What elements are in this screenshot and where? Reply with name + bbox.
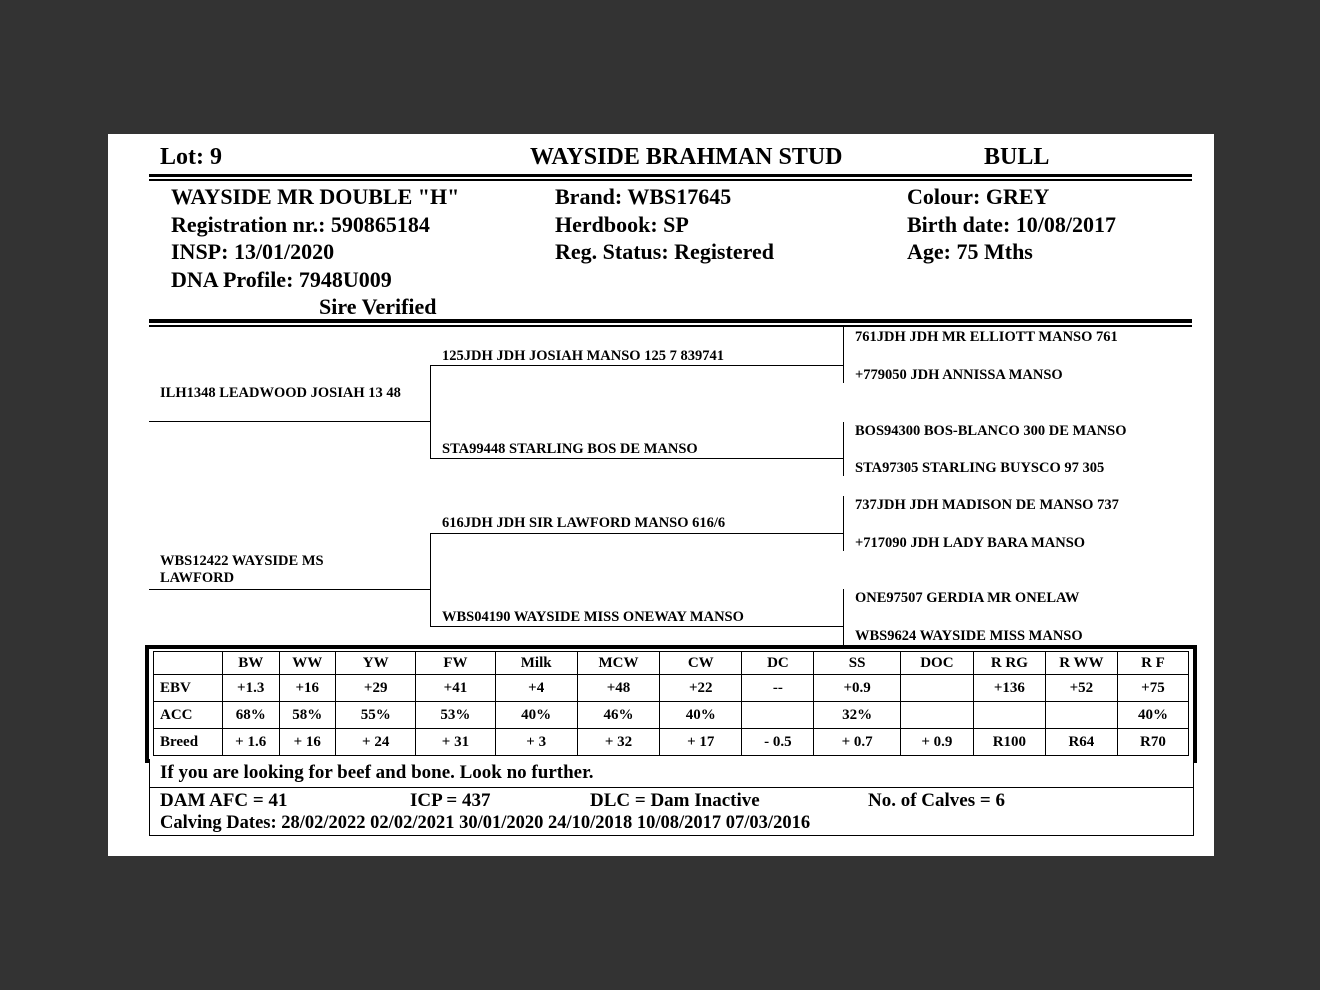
ebv-cell: +52 xyxy=(1045,675,1117,702)
ebv-col-header: R WW xyxy=(1045,652,1117,675)
ebv-col-header: DOC xyxy=(900,652,973,675)
ebv-cell: +29 xyxy=(336,675,416,702)
acc-cell xyxy=(742,702,814,729)
breed-cell: + 0.7 xyxy=(814,729,900,756)
ebv-cell: +0.9 xyxy=(814,675,900,702)
breed-cell: - 0.5 xyxy=(742,729,814,756)
pedigree-sire: ILH1348 LEADWOOD JOSIAH 13 48 xyxy=(160,385,401,401)
acc-cell: 58% xyxy=(279,702,336,729)
colour: Colour: GREY xyxy=(907,184,1050,209)
pedigree-gg-4: STA97305 STARLING BUYSCO 97 305 xyxy=(855,460,1105,476)
number-of-calves: No. of Calves = 6 xyxy=(868,790,1005,811)
pedigree-gg-6: +717090 JDH LADY BARA MANSO xyxy=(855,535,1086,551)
footer-divider xyxy=(149,787,1193,788)
breed-row-label: Breed xyxy=(154,729,223,756)
birth-date: Birth date: 10/08/2017 xyxy=(907,212,1116,237)
pedigree-dam: WBS12422 WAYSIDE MS LAWFORD xyxy=(160,553,324,586)
pedigree-dam-dam: WBS04190 WAYSIDE MISS ONEWAY MANSO xyxy=(442,609,744,625)
acc-cell: 46% xyxy=(577,702,659,729)
breed-cell: + 32 xyxy=(577,729,659,756)
pedigree-gg-5: 737JDH JDH MADISON DE MANSO 737 xyxy=(855,497,1119,513)
acc-cell xyxy=(900,702,973,729)
sire-dam-line xyxy=(430,458,843,459)
sire-line xyxy=(149,421,431,422)
ebv-col-header: SS xyxy=(814,652,900,675)
pedigree-sire-sire: 125JDH JDH JOSIAH MANSO 125 7 839741 xyxy=(442,348,724,364)
table-row xyxy=(154,675,1189,702)
dam-afc: DAM AFC = 41 xyxy=(160,790,288,811)
icp: ICP = 437 xyxy=(410,790,491,811)
age: Age: 75 Mths xyxy=(907,239,1033,264)
ebv-header-row xyxy=(154,652,1189,675)
animal-name: WAYSIDE MR DOUBLE "H" xyxy=(171,184,460,209)
ebv-cell: +16 xyxy=(279,675,336,702)
ebv-col-header: MCW xyxy=(577,652,659,675)
remark-text: If you are looking for beef and bone. Look no further. xyxy=(160,762,594,783)
registration-number: Registration nr.: 590865184 xyxy=(171,212,430,237)
animal-sex: BULL xyxy=(984,144,1050,170)
ebv-col-header: DC xyxy=(742,652,814,675)
ebv-table xyxy=(153,651,1189,756)
ebv-col-header xyxy=(154,652,223,675)
ebv-cell xyxy=(900,675,973,702)
gg-bracket-3 xyxy=(843,496,844,551)
pedigree-sire-dam: STA99448 STARLING BOS DE MANSO xyxy=(442,441,698,457)
dam-line xyxy=(149,589,431,590)
ebv-col-header: CW xyxy=(660,652,742,675)
table-row xyxy=(154,729,1189,756)
herdbook: Herdbook: SP xyxy=(555,212,689,237)
acc-cell: 40% xyxy=(1117,702,1188,729)
ebv-col-header: YW xyxy=(336,652,416,675)
dam-dam-line xyxy=(430,626,843,627)
ebv-col-header: Milk xyxy=(495,652,577,675)
pedigree-gg-3: BOS94300 BOS-BLANCO 300 DE MANSO xyxy=(855,423,1127,439)
breed-cell: R70 xyxy=(1117,729,1188,756)
dam-sire-line xyxy=(430,533,843,534)
sire-branch xyxy=(430,365,431,459)
breed-cell: R64 xyxy=(1045,729,1117,756)
breed-cell: + 17 xyxy=(660,729,742,756)
header-rule-2 xyxy=(149,179,1192,181)
breed-cell: R100 xyxy=(973,729,1045,756)
gg-bracket-1 xyxy=(843,327,844,383)
calving-dates: Calving Dates: 28/02/2022 02/02/2021 30/01/2020 24/10/2018 10/08/2017 07/03/2016 xyxy=(160,813,811,833)
pedigree-dam-sire: 616JDH JDH SIR LAWFORD MANSO 616/6 xyxy=(442,515,726,531)
acc-cell: 55% xyxy=(336,702,416,729)
breed-cell: + 0.9 xyxy=(900,729,973,756)
stud-name: WAYSIDE BRAHMAN STUD xyxy=(530,144,843,170)
ebv-col-header: WW xyxy=(279,652,336,675)
dam-branch xyxy=(430,533,431,626)
ebv-cell: -- xyxy=(742,675,814,702)
lot-number: Lot: 9 xyxy=(160,144,222,170)
sire-sire-line xyxy=(430,365,843,366)
ebv-col-header: R F xyxy=(1117,652,1188,675)
ebv-cell: +75 xyxy=(1117,675,1188,702)
brand: Brand: WBS17645 xyxy=(555,184,732,209)
info-rule-2 xyxy=(149,325,1192,327)
acc-cell: 68% xyxy=(222,702,279,729)
acc-cell xyxy=(1045,702,1117,729)
reg-status: Reg. Status: Registered xyxy=(555,239,774,264)
pedigree-gg-8: WBS9624 WAYSIDE MISS MANSO xyxy=(855,628,1083,644)
breed-cell: + 24 xyxy=(336,729,416,756)
breed-cell: + 3 xyxy=(495,729,577,756)
pedigree-gg-2: +779050 JDH ANNISSA MANSO xyxy=(855,367,1063,383)
ebv-cell: +1.3 xyxy=(222,675,279,702)
ebv-cell: +22 xyxy=(660,675,742,702)
pedigree-gg-7: ONE97507 GERDIA MR ONELAW xyxy=(855,590,1080,606)
sire-verified: Sire Verified xyxy=(319,294,437,319)
ebv-cell: +136 xyxy=(973,675,1045,702)
ebv-col-header: FW xyxy=(416,652,495,675)
insp-date: INSP: 13/01/2020 xyxy=(171,239,335,264)
acc-cell: 32% xyxy=(814,702,900,729)
gg-bracket-2 xyxy=(843,422,844,476)
lot-card xyxy=(108,134,1214,856)
acc-row-label: ACC xyxy=(154,702,223,729)
acc-cell: 40% xyxy=(660,702,742,729)
ebv-row-label: EBV xyxy=(154,675,223,702)
dlc: DLC = Dam Inactive xyxy=(590,790,760,811)
ebv-cell: +41 xyxy=(416,675,495,702)
ebv-cell: +48 xyxy=(577,675,659,702)
info-rule xyxy=(149,319,1192,323)
header-rule xyxy=(149,174,1192,177)
acc-cell xyxy=(973,702,1045,729)
table-row xyxy=(154,702,1189,729)
dna-profile: DNA Profile: 7948U009 xyxy=(171,267,392,292)
breed-cell: + 1.6 xyxy=(222,729,279,756)
ebv-col-header: BW xyxy=(222,652,279,675)
ebv-cell: +4 xyxy=(495,675,577,702)
ebv-col-header: R RG xyxy=(973,652,1045,675)
acc-cell: 53% xyxy=(416,702,495,729)
breed-cell: + 16 xyxy=(279,729,336,756)
gg-bracket-4 xyxy=(843,589,844,645)
acc-cell: 40% xyxy=(495,702,577,729)
pedigree-gg-1: 761JDH JDH MR ELLIOTT MANSO 761 xyxy=(855,329,1118,345)
breed-cell: + 31 xyxy=(416,729,495,756)
